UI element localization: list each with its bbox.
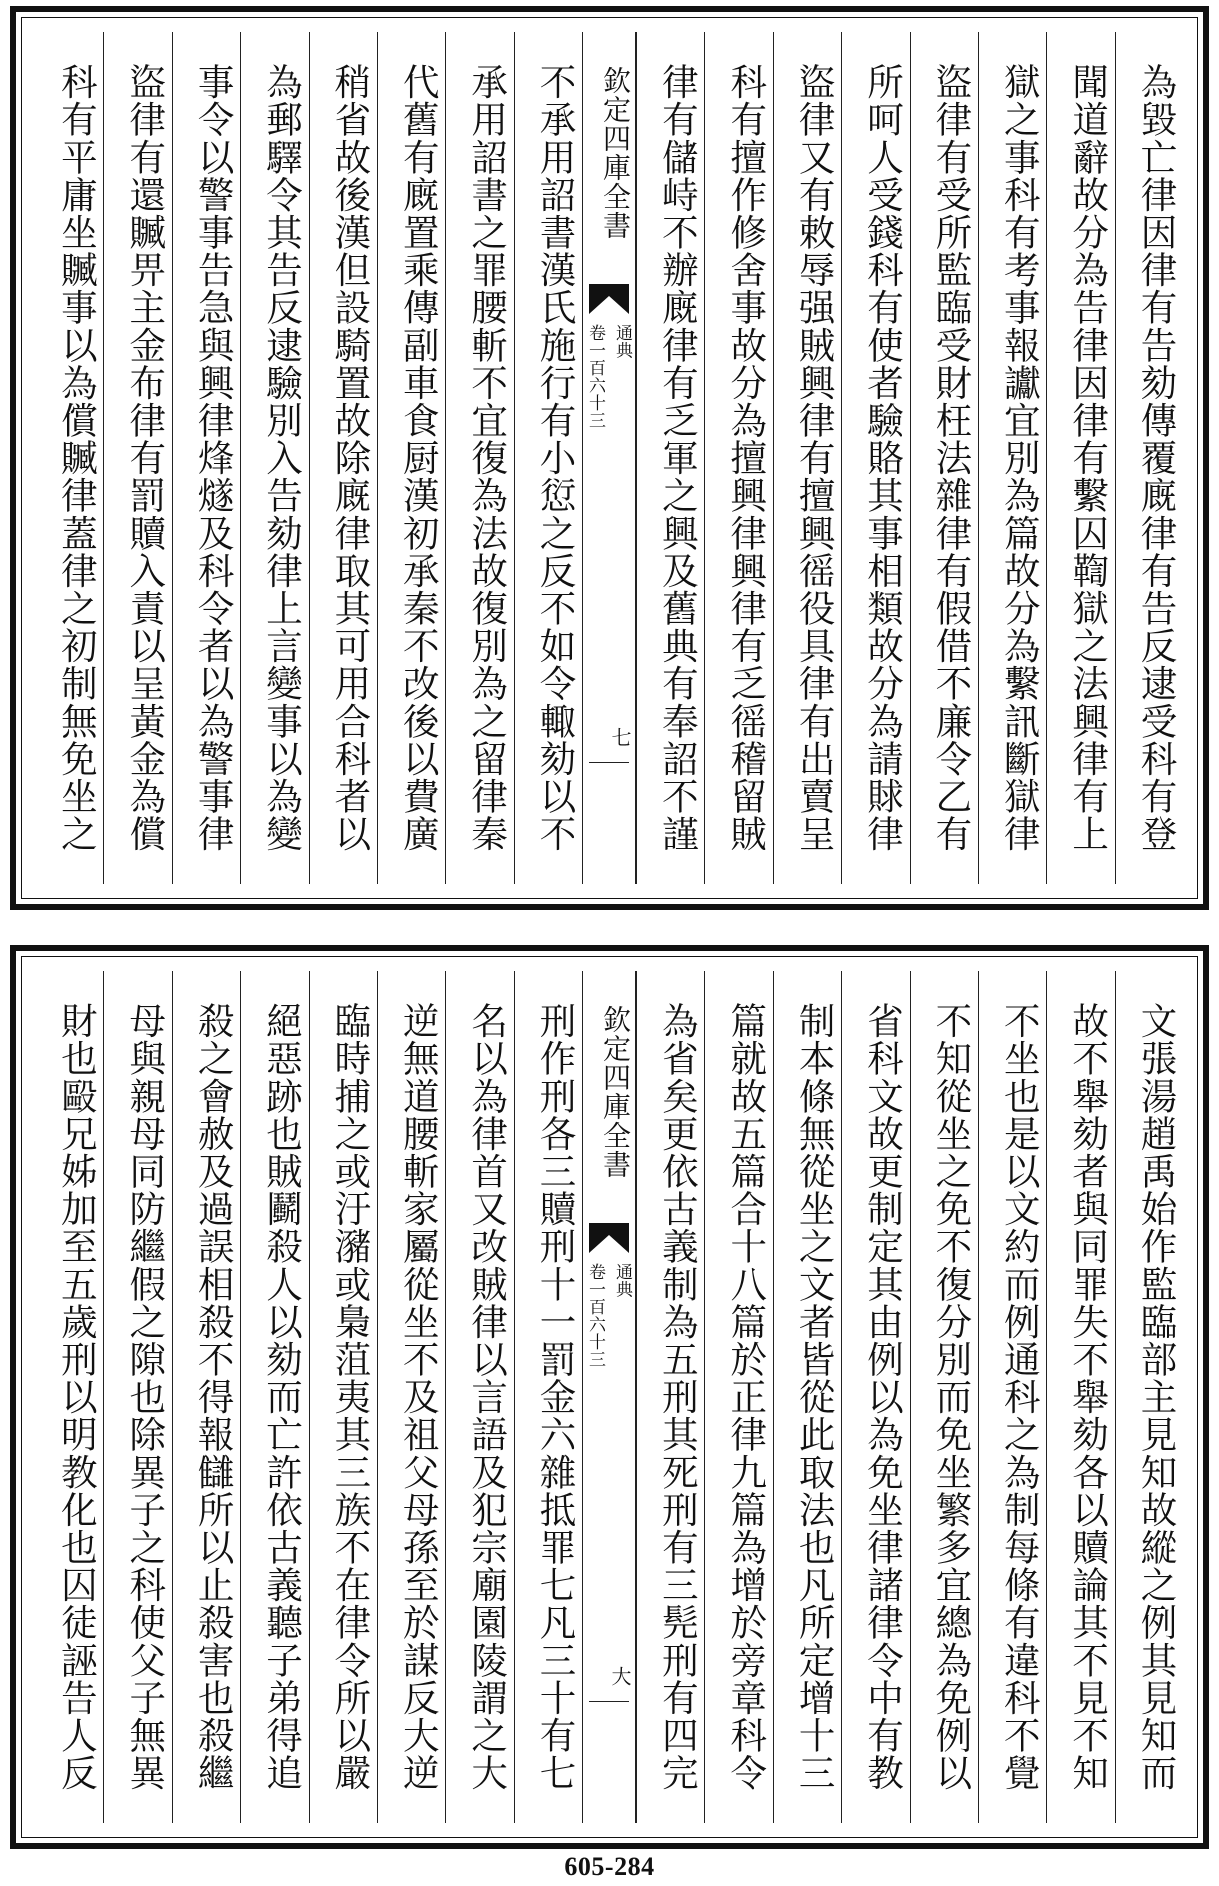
folio-number: 大	[608, 1666, 632, 1686]
volume-number: 卷一百六十三	[585, 1263, 605, 1368]
text-column	[636, 971, 704, 1823]
text-column	[1046, 32, 1114, 884]
text-column	[514, 971, 582, 1823]
column-text: 故不舉劾者與同罪失不舉劾各以贖論其不見不知	[1066, 1002, 1110, 1792]
text-column	[514, 32, 582, 884]
column-text: 殺之會赦及過誤相殺不得報讎所以止殺害也殺繼	[192, 1002, 236, 1792]
text-column	[704, 971, 772, 1823]
bottom-page-columns	[36, 971, 1183, 1823]
top-page	[10, 6, 1209, 910]
folio-box	[589, 1701, 629, 1817]
text-column	[910, 971, 978, 1823]
text-column	[445, 32, 513, 884]
text-column	[978, 971, 1046, 1823]
center-fold-column	[582, 32, 636, 884]
column-text: 為毀亡律因律有告劾傳覆廐律有告反逮受科有登	[1135, 63, 1178, 853]
column-text: 財也毆兄姊加至五歲刑以明教化也囚徒誣告人反	[55, 1002, 99, 1792]
top-page-columns	[36, 32, 1183, 884]
text-column	[704, 32, 772, 884]
column-text: 制本條無從坐之文者皆從此取法也凡所定增十三	[793, 1002, 837, 1792]
column-text: 母與親母同防繼假之隙也除異子之科使父子無異	[123, 1002, 167, 1792]
column-text: 聞道辭故分為告律因律有繫囚鞫獄之法興律有上	[1066, 63, 1110, 853]
column-text: 不坐也是以文約而例通科之為制每條有違科不覺	[998, 1002, 1042, 1792]
text-column	[978, 32, 1046, 884]
column-text: 獄之事科有考事報讞宜別為篇故分為繫訊斷獄律	[998, 63, 1042, 853]
column-text: 稍省故後漢但設騎置故除廐律取其可用合科者以	[328, 63, 372, 853]
column-text: 篇就故五篇合十八篇於正律九篇為增於旁章科令	[724, 1002, 768, 1792]
column-text: 律有儲峙不辦廐律有乏軍之興及舊典有奉詔不謹	[656, 63, 700, 853]
column-text: 盜律有受所監臨受財枉法雜律有假借不廉令乙有	[929, 63, 973, 853]
text-column	[103, 32, 171, 884]
column-text: 事令以警事告急與興律烽燧及科令者以為警事律	[192, 63, 236, 853]
text-column	[172, 971, 240, 1823]
column-text: 為郵驛令其告反逮驗別入告劾律上言變事以為變	[260, 63, 304, 853]
text-column	[36, 32, 103, 884]
column-text: 盜律又有敕辱强賊興律有擅興徭役具律有出賣呈	[793, 63, 837, 853]
column-text: 不知從坐之免不復分別而免坐繁多宜總為免例以	[929, 1002, 973, 1792]
text-column	[36, 971, 103, 1823]
text-column	[1046, 971, 1114, 1823]
folio-number: 七	[608, 727, 632, 747]
fishtail-mark-icon	[589, 1223, 629, 1253]
column-text: 科有平庸坐贓事以為償贓律蓋律之初制無免坐之	[55, 63, 99, 853]
column-text: 所呵人受錢科有使者驗賂其事相類故分為請賕律	[861, 63, 905, 853]
book-title: 通典	[612, 1263, 632, 1298]
column-text: 刑作刑各三贖刑十一罰金六雜抵罪七凡三十有七	[534, 1002, 577, 1792]
text-column	[172, 32, 240, 884]
column-text: 省科文故更制定其由例以為免坐律諸律令中有教	[861, 1002, 905, 1792]
column-text: 代舊有廐置乘傳副車食厨漢初承秦不改後以費廣	[397, 63, 441, 853]
page-number: 605-284	[564, 1852, 655, 1881]
text-column	[773, 32, 841, 884]
book-info	[583, 324, 635, 504]
column-text: 為省矣更依古義制為五刑其死刑有三髡刑有四完	[656, 1002, 700, 1792]
text-column	[377, 32, 445, 884]
fishtail-mark-icon	[589, 284, 629, 314]
text-column	[773, 971, 841, 1823]
column-text: 逆無道腰斬家屬從坐不及祖父母孫至於謀反大逆	[397, 1002, 441, 1792]
text-column	[240, 32, 308, 884]
center-title: 欽定四庫全書	[599, 1005, 632, 1179]
column-text: 絕惡跡也賊鬬殺人以劾而亡許依古義聽子弟得追	[260, 1002, 304, 1792]
text-column	[841, 971, 909, 1823]
text-column	[377, 971, 445, 1823]
book-title: 通典	[612, 324, 632, 359]
text-column	[240, 971, 308, 1823]
column-text: 科有擅作修舍事故分為擅興律興律有乏徭稽留賊	[724, 63, 768, 853]
column-text: 盜律有還贓畀主金布律有罰贖入責以呈黃金為償	[123, 63, 167, 853]
text-column	[445, 971, 513, 1823]
text-column	[103, 971, 171, 1823]
book-info	[583, 1263, 635, 1443]
column-text: 承用詔書之罪腰斬不宜復為法故復別為之留律秦	[465, 63, 509, 853]
text-column	[841, 32, 909, 884]
volume-number: 卷一百六十三	[585, 324, 605, 429]
column-text: 不承用詔書漢氏施行有小愆之反不如令輙劾以不	[534, 63, 577, 853]
folio-box	[589, 762, 629, 878]
text-column	[910, 32, 978, 884]
column-text: 文張湯趙禹始作監臨部主見知故縱之例其見知而	[1135, 1002, 1178, 1792]
column-text: 臨時捕之或汙瀦或梟菹夷其三族不在律令所以嚴	[328, 1002, 372, 1792]
text-column	[636, 32, 704, 884]
column-text: 名以為律首又改賊律以言語及犯宗廟園陵謂之大	[465, 1002, 509, 1792]
text-column	[1115, 971, 1183, 1823]
text-column	[1115, 32, 1183, 884]
bottom-page	[10, 945, 1209, 1849]
text-column	[309, 971, 377, 1823]
center-fold-column	[582, 971, 636, 1823]
center-title: 欽定四庫全書	[599, 66, 632, 240]
text-column	[309, 32, 377, 884]
